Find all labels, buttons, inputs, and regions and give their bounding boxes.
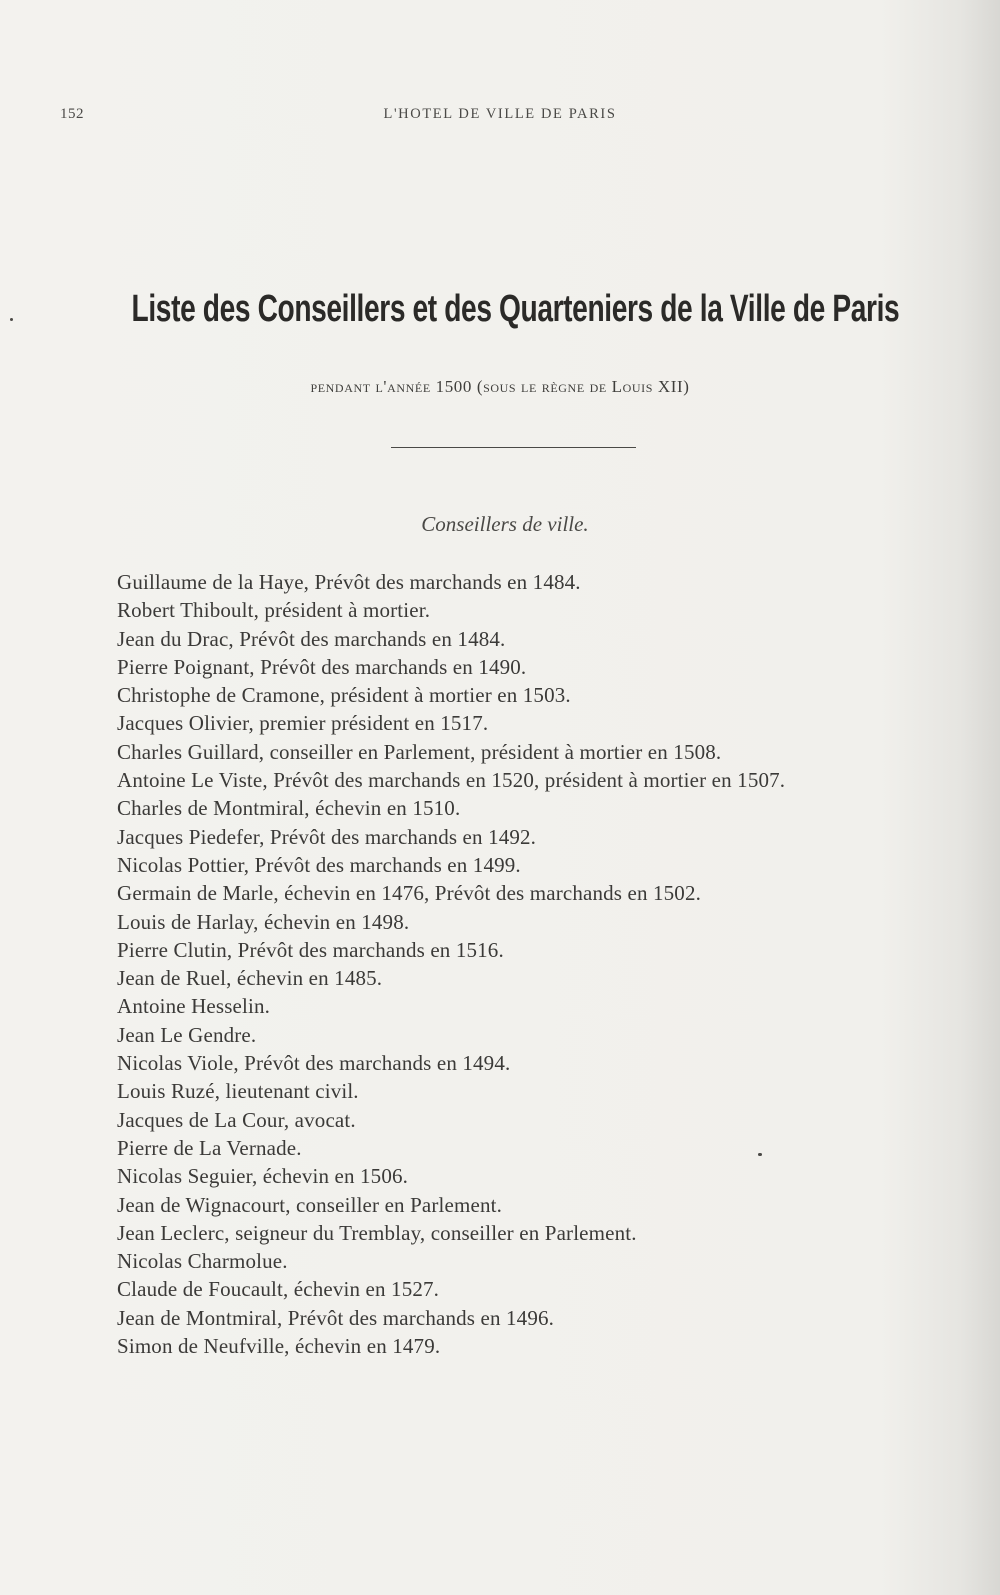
list-item: Christophe de Cramone, président à mortier en 1503. (117, 683, 571, 708)
list-item: Pierre Clutin, Prévôt des marchands en 1516. (117, 937, 504, 962)
list-item: Robert Thiboult, président à mortier. (117, 598, 431, 623)
list-item: Pierre de La Vernade. (117, 1135, 302, 1160)
running-title: L'HOTEL DE VILLE DE PARIS (383, 106, 617, 122)
page-title: Liste des Conseillers et des Quarteniers de la Ville de Paris (131, 288, 900, 330)
list-item: Claude de Foucault, échevin en 1527. (117, 1277, 440, 1302)
list-item: Louis de Harlay, échevin en 1498. (117, 909, 410, 934)
list-item: Jean de Wignacourt, conseiller en Parlement. (117, 1192, 502, 1217)
list-item: Nicolas Viole, Prévôt des marchands en 1494. (117, 1051, 511, 1076)
ink-speck (10, 318, 13, 321)
list-item: Jean du Drac, Prévôt des marchands en 1484. (117, 626, 506, 651)
section-heading: Conseillers de ville. (421, 512, 589, 536)
list-item: Jacques Piedefer, Prévôt des marchands en 1492. (117, 824, 537, 849)
list-item: Jean de Montmiral, Prévôt des marchands en 1496. (117, 1305, 555, 1330)
list-item: Guillaume de la Haye, Prévôt des marchands en 1484. (117, 570, 581, 594)
ink-speck (758, 1153, 762, 1156)
list-item: Jean Le Gendre. (117, 1022, 257, 1047)
list-item: Simon de Neufville, échevin en 1479. (117, 1334, 441, 1359)
list-item: Nicolas Pottier, Prévôt des marchands en 1499. (117, 852, 521, 877)
page-number: 152 (60, 106, 84, 122)
list-item: Charles de Montmiral, échevin en 1510. (117, 796, 461, 821)
list-item: Charles Guillard, conseiller en Parlement, président à mortier en 1508. (117, 739, 722, 764)
list-item: Nicolas Charmolue. (117, 1249, 288, 1274)
subtitle: pendant l'année 1500 (sous le règne de Louis XII) (310, 377, 690, 396)
list-item: Nicolas Seguier, échevin en 1506. (117, 1164, 409, 1189)
divider-rule (391, 447, 636, 448)
list-item: Jean Leclerc, seigneur du Tremblay, conseiller en Parlement. (117, 1220, 637, 1245)
list-item: Louis Ruzé, lieutenant civil. (117, 1079, 359, 1104)
list-item: Jacques de La Cour, avocat. (117, 1107, 356, 1132)
running-head (0, 106, 1000, 130)
list-item: Germain de Marle, échevin en 1476, Prévôt des marchands en 1502. (117, 881, 702, 906)
list-item: Jean de Ruel, échevin en 1485. (117, 966, 383, 991)
list-item: Jacques Olivier, premier président en 1517. (117, 711, 489, 736)
list-item: Antoine Le Viste, Prévôt des marchands en 1520, président à mortier en 1507. (117, 768, 786, 793)
list-item: Pierre Poignant, Prévôt des marchands en 1490. (117, 654, 527, 679)
list-item: Antoine Hesselin. (117, 994, 271, 1019)
councillor-list (117, 568, 987, 1360)
